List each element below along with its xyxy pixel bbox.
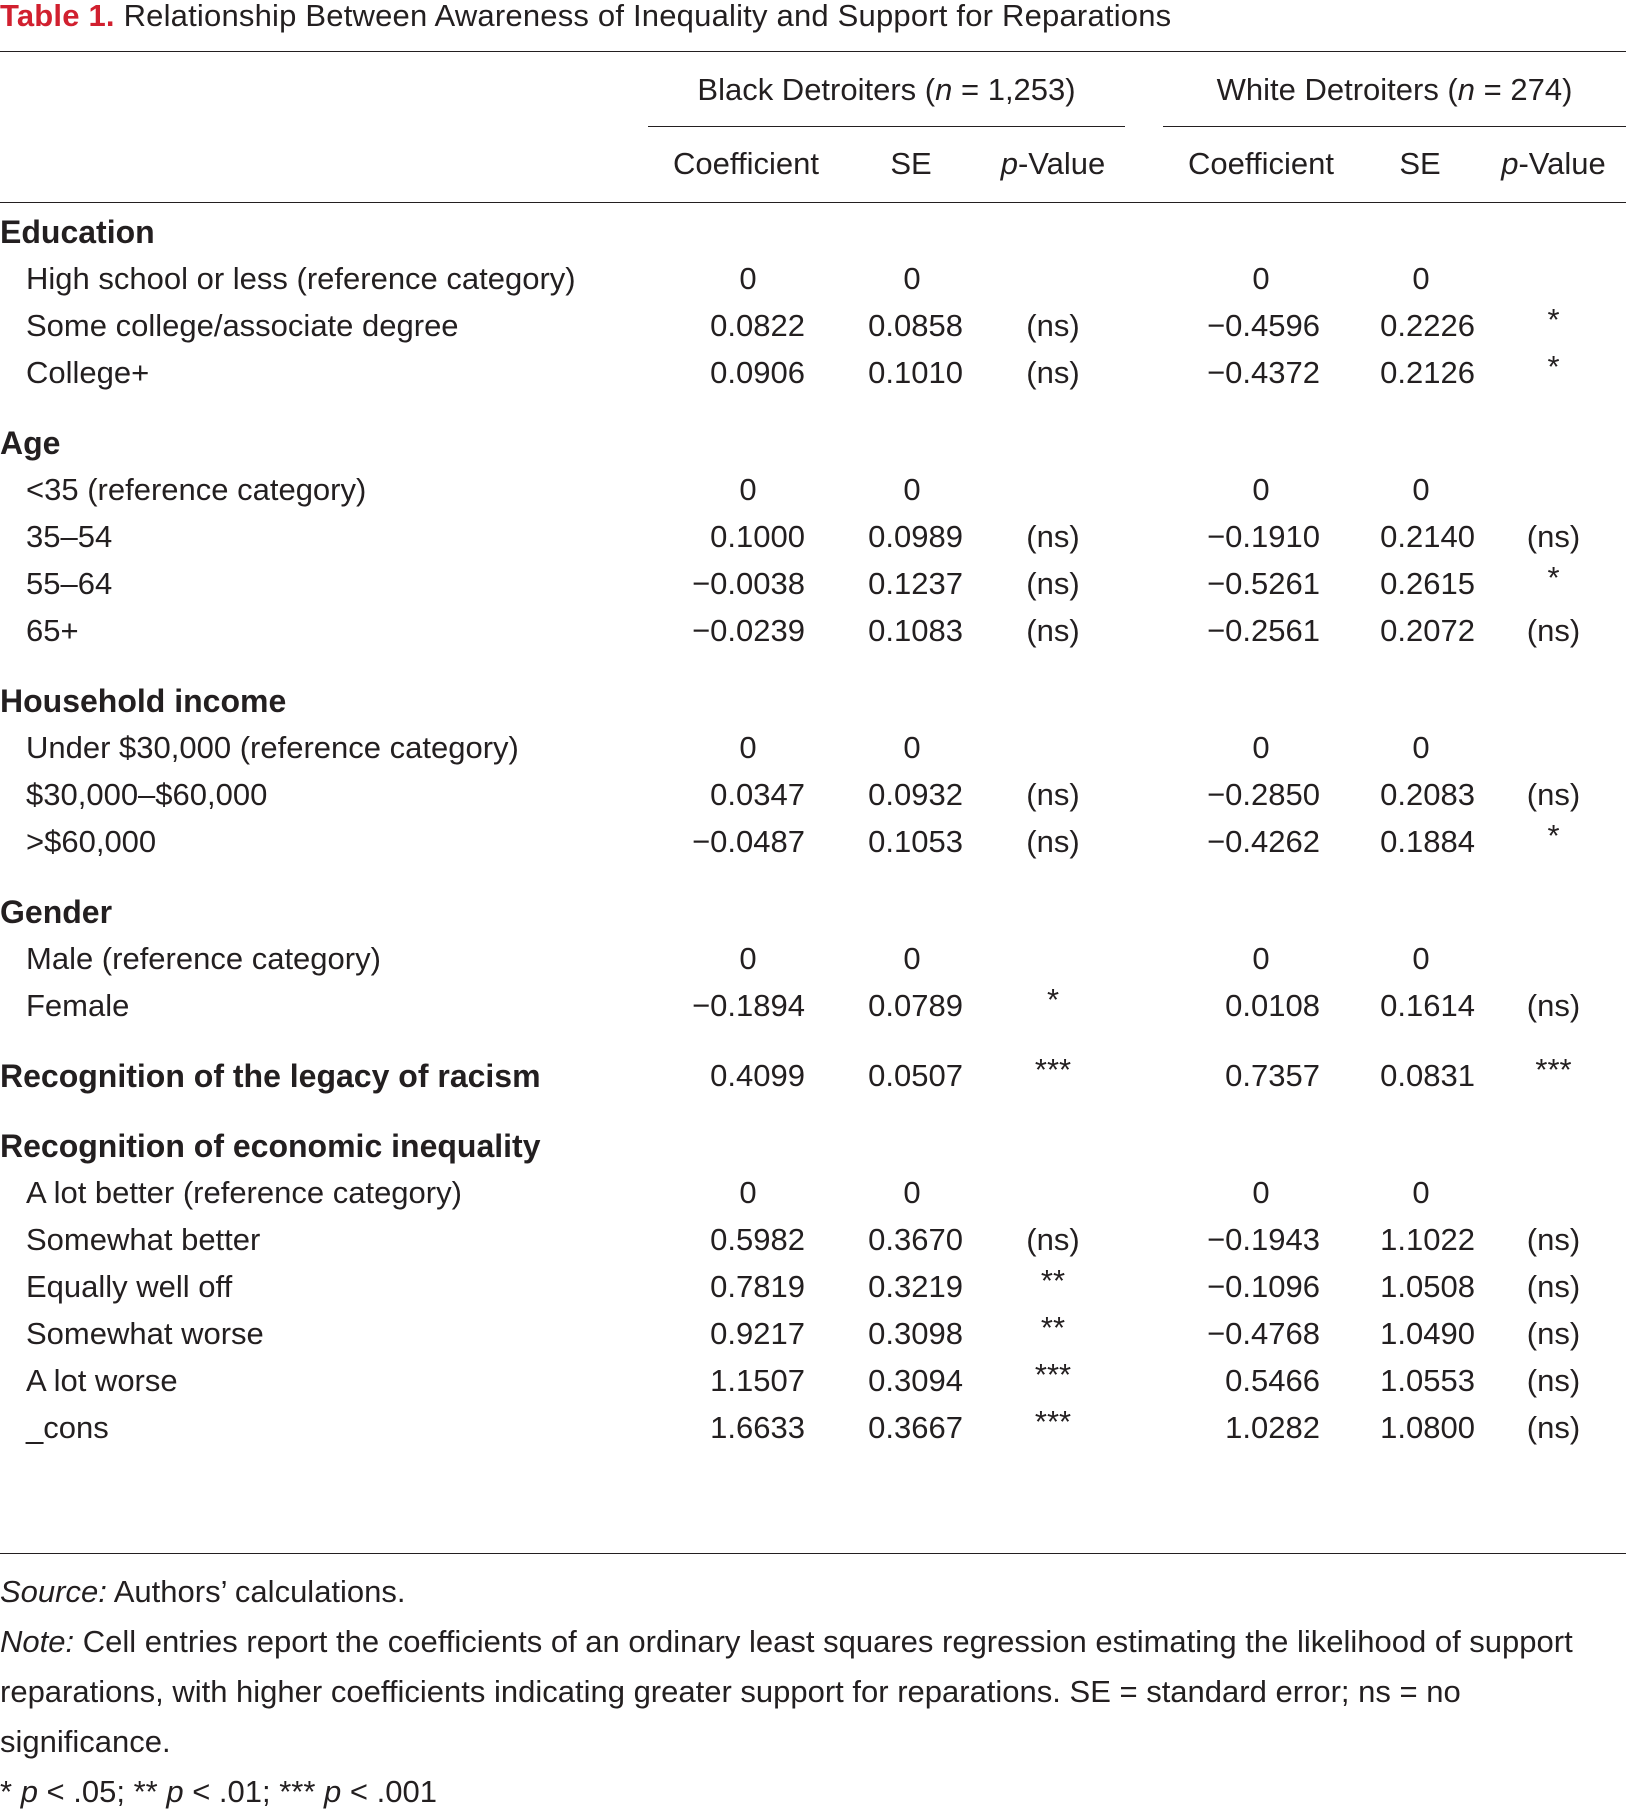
white-pvalue-cell: (ns) [1526, 1316, 1581, 1351]
white-coefficient-cell: 0.5466 [1225, 1363, 1320, 1398]
white-se-cell: 0.0831 [1380, 1058, 1475, 1093]
table-row [0, 254, 1626, 304]
black-pvalue-cell [975, 723, 1131, 773]
table-notes [0, 1567, 1626, 1817]
table-row [0, 934, 1626, 984]
white-se-cell: 0 [1412, 1175, 1430, 1210]
row-label: $30,000–$60,000 [26, 777, 268, 812]
white-pvalue-cell: (ns) [1526, 1222, 1581, 1257]
row-label: 55–64 [26, 566, 113, 601]
row-label: High school or less (reference category) [26, 261, 576, 296]
col-header-white-pvalue: p-Value [1501, 146, 1606, 181]
white-se-cell: 1.0508 [1380, 1269, 1475, 1304]
white-coefficient-cell: 0 [1252, 261, 1270, 296]
white-coefficient-cell: 0 [1252, 472, 1270, 507]
black-pvalue-cell: *** [1034, 1357, 1072, 1392]
black-coefficient-cell: 1.1507 [710, 1363, 805, 1398]
table-row [0, 465, 1626, 515]
black-coefficient-cell: 0.0822 [710, 308, 805, 343]
white-pvalue-cell: (ns) [1526, 519, 1581, 554]
row-label: _cons [26, 1410, 109, 1445]
white-se-cell: 0.2226 [1380, 308, 1475, 343]
group-header-white-text: White Detroiters (n = 274) [1216, 72, 1573, 107]
black-se-cell: 0.1010 [868, 355, 963, 390]
black-coefficient-cell: 0.0347 [710, 777, 805, 812]
white-coefficient-cell: −0.4768 [1207, 1316, 1320, 1351]
black-pvalue-cell: *** [1034, 1052, 1072, 1087]
white-se-cell: 0.2615 [1380, 566, 1475, 601]
table-row [0, 1215, 1626, 1265]
black-coefficient-cell: −0.1894 [692, 988, 805, 1023]
section-label: Recognition of economic inequality [0, 1128, 541, 1164]
white-coefficient-cell: −0.2561 [1207, 613, 1320, 648]
source-label: Source: [0, 1574, 107, 1609]
black-se-cell: 0.0932 [868, 777, 963, 812]
black-coefficient-cell: 0.4099 [710, 1058, 805, 1093]
group-header-black-text: Black Detroiters (n = 1,253) [697, 72, 1076, 107]
table-row [0, 817, 1626, 867]
black-coefficient-cell: 0.7819 [710, 1269, 805, 1304]
white-se-cell: 1.1022 [1380, 1222, 1475, 1257]
white-se-cell: 0 [1412, 261, 1430, 296]
table-title: Relationship Between Awareness of Inequality and Support for Reparations [123, 0, 1172, 33]
black-pvalue-cell [975, 1168, 1131, 1218]
white-coefficient-cell: −0.2850 [1207, 777, 1320, 812]
section-label: Gender [0, 894, 113, 930]
black-se-cell: 0.1083 [868, 613, 963, 648]
white-se-cell: 1.0800 [1380, 1410, 1475, 1445]
table-row [0, 559, 1626, 609]
white-pvalue-cell: *** [1535, 1052, 1572, 1087]
row-label: Male (reference category) [26, 941, 381, 976]
source-text: Authors’ calculations. [113, 1574, 406, 1609]
col-header-white-se: SE [1399, 146, 1441, 181]
white-coefficient-cell: 0 [1252, 1175, 1270, 1210]
source-line [0, 1567, 1626, 1617]
black-coefficient-cell: −0.0038 [692, 566, 805, 601]
black-se-cell: 0 [903, 1175, 921, 1210]
white-se-cell: 0.2126 [1380, 355, 1475, 390]
black-se-cell: 0.3098 [868, 1316, 963, 1351]
table-row [0, 770, 1626, 820]
significance-line: * p < .05; ** p < .01; *** p < .001 [0, 1774, 437, 1809]
white-coefficient-cell: −0.4596 [1207, 308, 1320, 343]
white-pvalue-cell: (ns) [1526, 1269, 1581, 1304]
row-label: 65+ [26, 613, 79, 648]
section-header-row [0, 418, 1626, 468]
table-row [0, 1309, 1626, 1359]
white-coefficient-cell: 0.0108 [1225, 988, 1320, 1023]
black-se-cell: 0.0989 [868, 519, 963, 554]
col-header-white-coefficient: Coefficient [1188, 146, 1334, 181]
white-coefficient-cell: −0.1943 [1207, 1222, 1320, 1257]
black-coefficient-cell: 0.1000 [710, 519, 805, 554]
white-pvalue-cell [1481, 723, 1626, 773]
black-pvalue-cell: (ns) [1026, 824, 1080, 859]
col-header-black-pvalue: p-Value [1000, 146, 1106, 181]
black-pvalue-cell: (ns) [1026, 613, 1080, 648]
black-se-cell: 0 [903, 730, 921, 765]
white-se-cell: 0 [1412, 730, 1430, 765]
white-se-cell: 0.2140 [1380, 519, 1475, 554]
black-coefficient-cell: 0 [739, 472, 757, 507]
white-se-cell: 0.1614 [1380, 988, 1475, 1023]
table-row [0, 1403, 1626, 1453]
black-se-cell: 0.1053 [868, 824, 963, 859]
section-label: Household income [0, 683, 287, 719]
black-pvalue-cell [975, 934, 1131, 984]
table-row [0, 606, 1626, 656]
note-text: Cell entries report the coefficients of an ordinary least squares regression estimating the likelihood of support reparations, with higher coefficients indicating greater support for reparations. SE = standard error; ns = no significance. [0, 1624, 1573, 1759]
black-se-cell: 0 [903, 261, 921, 296]
black-se-cell: 0.3219 [868, 1269, 963, 1304]
white-pvalue-cell [1481, 465, 1626, 515]
white-pvalue-cell: * [1547, 818, 1560, 853]
white-pvalue-cell: (ns) [1526, 613, 1581, 648]
black-coefficient-cell: 0.0906 [710, 355, 805, 390]
row-label: Somewhat better [26, 1222, 261, 1257]
row-label: A lot better (reference category) [26, 1175, 462, 1210]
row-label: Equally well off [26, 1269, 233, 1304]
white-se-cell: 0.1884 [1380, 824, 1475, 859]
white-se-cell: 0.2083 [1380, 777, 1475, 812]
white-se-cell: 0 [1412, 941, 1430, 976]
black-pvalue-cell [975, 465, 1131, 515]
col-header-black-se: SE [890, 146, 932, 181]
row-label: Female [26, 988, 130, 1023]
white-pvalue-cell: * [1547, 349, 1560, 384]
white-coefficient-cell: −0.4262 [1207, 824, 1320, 859]
black-coefficient-cell: −0.0487 [692, 824, 805, 859]
black-se-cell: 0.1237 [868, 566, 963, 601]
table-row [0, 723, 1626, 773]
black-se-cell: 0.0858 [868, 308, 963, 343]
white-pvalue-cell: (ns) [1526, 988, 1581, 1023]
row-label: 35–54 [26, 519, 113, 554]
row-label: Under $30,000 (reference category) [26, 730, 519, 765]
section-header-row [0, 1121, 1626, 1171]
white-coefficient-cell: −0.4372 [1207, 355, 1320, 390]
black-coefficient-cell: 0 [739, 1175, 757, 1210]
black-pvalue-cell: (ns) [1026, 777, 1080, 812]
section-label: Education [0, 214, 155, 250]
section-header-row [0, 676, 1626, 726]
row-label: Some college/associate degree [26, 308, 459, 343]
row-label: College+ [26, 355, 150, 390]
black-se-cell: 0 [903, 472, 921, 507]
black-pvalue-cell: ** [1040, 1263, 1066, 1298]
black-coefficient-cell: 1.6633 [710, 1410, 805, 1445]
black-se-cell: 0.0507 [868, 1058, 963, 1093]
black-coefficient-cell: 0.9217 [710, 1316, 805, 1351]
table-row [0, 512, 1626, 562]
black-pvalue-cell [975, 254, 1131, 304]
white-coefficient-cell: −0.5261 [1207, 566, 1320, 601]
note-line [0, 1617, 1610, 1767]
white-pvalue-cell: * [1547, 560, 1560, 595]
table-row [0, 1262, 1626, 1312]
row-label: <35 (reference category) [26, 472, 367, 507]
row-label: A lot worse [26, 1363, 178, 1398]
table-row [0, 348, 1626, 398]
white-coefficient-cell: −0.1910 [1207, 519, 1320, 554]
row-label: Recognition of the legacy of racism [0, 1058, 541, 1094]
table-label: Table 1. [0, 0, 115, 33]
white-pvalue-cell [1481, 1168, 1626, 1218]
black-pvalue-cell: *** [1034, 1404, 1072, 1439]
white-coefficient-cell: 0.7357 [1225, 1058, 1320, 1093]
black-coefficient-cell: 0 [739, 730, 757, 765]
white-pvalue-cell [1481, 934, 1626, 984]
section-header-row [0, 207, 1626, 257]
black-coefficient-cell: 0.5982 [710, 1222, 805, 1257]
black-se-cell: 0.3670 [868, 1222, 963, 1257]
table-row [0, 1168, 1626, 1218]
table-row [0, 1356, 1626, 1406]
col-header-black-coefficient: Coefficient [673, 146, 819, 181]
black-pvalue-cell: (ns) [1026, 355, 1080, 390]
white-pvalue-cell: (ns) [1526, 777, 1581, 812]
black-se-cell: 0.0789 [868, 988, 963, 1023]
white-coefficient-cell: 0 [1252, 730, 1270, 765]
table-row [0, 981, 1626, 1031]
section-label: Age [0, 425, 61, 461]
white-pvalue-cell: * [1547, 302, 1560, 337]
black-pvalue-cell: (ns) [1026, 308, 1080, 343]
black-coefficient-cell: 0 [739, 941, 757, 976]
black-se-cell: 0.3094 [868, 1363, 963, 1398]
white-se-cell: 1.0490 [1380, 1316, 1475, 1351]
white-coefficient-cell: 0 [1252, 941, 1270, 976]
black-coefficient-cell: −0.0239 [692, 613, 805, 648]
black-pvalue-cell: (ns) [1026, 566, 1080, 601]
white-coefficient-cell: −0.1096 [1207, 1269, 1320, 1304]
white-se-cell: 0 [1412, 472, 1430, 507]
section-header-row [0, 887, 1626, 937]
black-se-cell: 0 [903, 941, 921, 976]
white-pvalue-cell: (ns) [1526, 1363, 1581, 1398]
white-pvalue-cell [1481, 254, 1626, 304]
black-pvalue-cell: * [1046, 982, 1060, 1017]
black-pvalue-cell: (ns) [1026, 519, 1080, 554]
table-row [0, 301, 1626, 351]
table-row [0, 1051, 1626, 1101]
row-label: Somewhat worse [26, 1316, 264, 1351]
white-se-cell: 0.2072 [1380, 613, 1475, 648]
bottom-rule [0, 1553, 1626, 1554]
black-pvalue-cell: (ns) [1026, 1222, 1080, 1257]
black-se-cell: 0.3667 [868, 1410, 963, 1445]
white-coefficient-cell: 1.0282 [1225, 1410, 1320, 1445]
row-label: >$60,000 [26, 824, 157, 859]
black-pvalue-cell: ** [1040, 1310, 1066, 1345]
note-label: Note: [0, 1624, 75, 1659]
white-se-cell: 1.0553 [1380, 1363, 1475, 1398]
black-coefficient-cell: 0 [739, 261, 757, 296]
white-pvalue-cell: (ns) [1526, 1410, 1581, 1445]
